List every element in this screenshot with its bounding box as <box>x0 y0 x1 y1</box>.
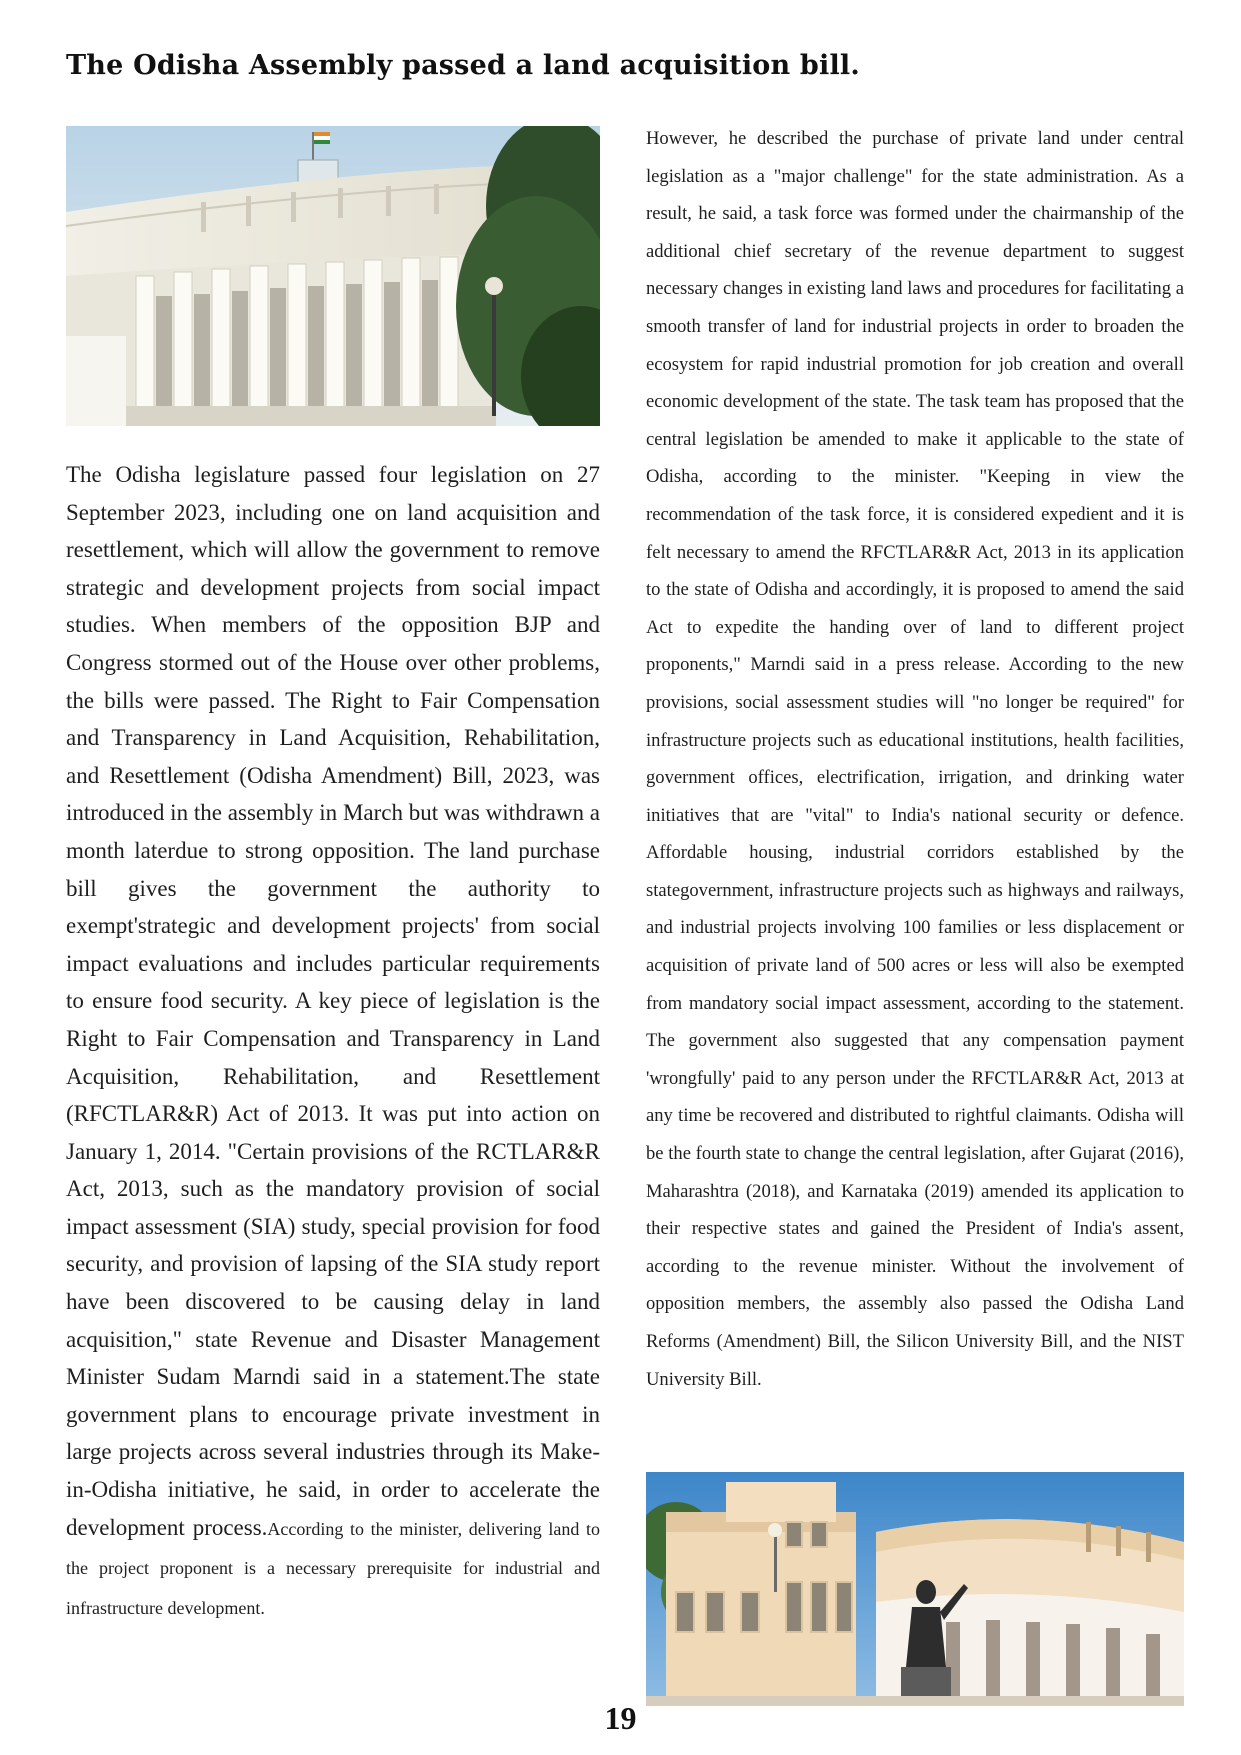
page-number: 19 <box>604 1700 637 1736</box>
assembly-building-photo <box>66 126 600 426</box>
left-column-text: The Odisha legislature passed four legislation on 27 September 2023, including one on land acquisition and resettlement, which will allow the government to remove strategic and development projects from social impact studies. When members of the opposition BJP and Congress stormed out of the House over other problems, the bills were passed. The Right to Fair Compensation and Transparency in Land Acquisition, Rehabilitation, and Resettlement (Odisha Amendment) Bill, 2023, was introduced in the assembly in March but was withdrawn a month laterdue to strong opposition. The land purchase bill gives the government the authority to exempt'strategic and development projects' from social impact evaluations and includes particular requirements to ensure food security. A key piece of legislation is the Right to Fair Compensation and Transparency in Land Acquisition, Rehabilitation, and Resettlement (RFCTLAR&R) Act of 2013. It was put into action on January 1, 2014. "Certain provisions of the RCTLAR&R Act, 2013, such as the mandatory provision of social impact assessment (SIA) study, special provision for food security, and provision of lapsing of the SIA study report have been discovered to be causing delay in land acquisition," state Revenue and Disaster Management Minister Sudam Marndi said in a statement.The state government plans to encourage private investment in large projects across several industries through its Make-in-Odisha initiative, he said, in order to accelerate the development process. <box>66 462 600 1540</box>
article-body-right-column: However, he described the purchase of private land under central legislation as a "major challenge" for the state administration. As a result, he said, a task force was formed under the chairmanship of the additional chief secretary of the revenue department to suggest necessary changes in existing land laws and procedures for facilitating a smooth transfer of land for industrial projects in order to broaden the ecosystem for rapid industrial promotion for job creation and overall economic development of the state. The task team has proposed that the central legislation be amended to make it applicable to the state of Odisha, according to the minister. "Keeping in view the recommendation of the task force, it is considered expedient and it is felt necessary to amend the RFCTLAR&R Act, 2013 in its application to the state of Odisha and accordingly, it is proposed to amend the said Act to expedite the handing over of land to different project proponents," Marndi said in a press release. According to the new provisions, social assessment studies will "no longer be required" for infrastructure projects such as educational institutions, health facilities, government offices, electrification, irrigation, and drinking water initiatives that are "vital" to India's national security or defence. Affordable housing, industrial corridors established by the stategovernment, infrastructure projects such as highways and railways, and industrial projects involving 100 families or less displacement or acquisition of private land of 500 acres or less will also be exempted from mandatory social impact assessment, according to the statement. The government also suggested that any compensation payment 'wrongfully' paid to any person under the RFCTLAR&R Act, 2013 at any time be recovered and distributed to rightful claimants. Odisha will be the fourth state to change the central legislation, after Gujarat (2016), Maharashtra (2018), and Karnataka (2019) amended its application to their respective states and gained the President of India's assent, according to the revenue minister. Without the involvement of opposition members, the assembly also passed the Odisha Land Reforms (Amendment) Bill, the Silicon University Bill, and the NIST University Bill. <box>646 128 1184 1390</box>
article-title: The Odisha Assembly passed a land acquisition bill. <box>66 50 860 81</box>
left-column-tail-text: According to the minister, delivering land to the project proponent is a necessary prerequisite for industrial and infrastructure development. <box>66 1518 600 1618</box>
assembly-statue-photo <box>646 1472 1184 1706</box>
article-body-left-column <box>66 456 600 1627</box>
